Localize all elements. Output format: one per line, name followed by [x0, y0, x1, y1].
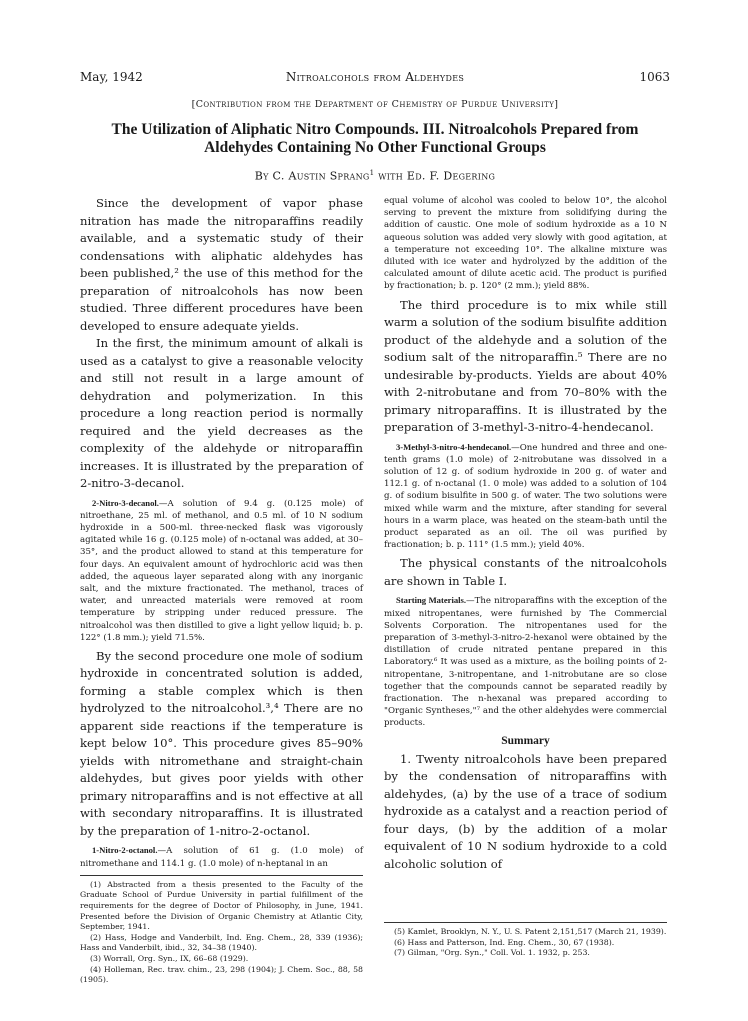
starting-materials [384, 594, 667, 729]
decanol-heading: 2-Nitro-3-decanol. [92, 497, 159, 508]
contribution-line: [Contribution from the Department of Chemistry of Purdue University] [191, 99, 559, 110]
footnote: (3) Worrall, Org. Syn., IX, 66–68 (1929). [90, 954, 249, 963]
starting-materials-text: —The nitroparaffins with the exception of the mixed nitropentanes, were furnished by The Commercial Solvents Corporation. The nitropentanes used for the preparation of 3-methyl-3-nitro-2-hexanol were obtained by the distillation of crude nitrated pentane prepared in this Laboratory.⁶ It was used as a mixture, as the boiling points of 2-nitropentane, 3-nitropentane, and 1-nitrobutane are so close together that the compounds cannot be separated readily by fractionation. The n-hexanal was prepared according to "Organic Syntheses,"⁷ and the other aldehydes were commercial products. [384, 596, 667, 729]
octanol-text: —A solution of 61 g. (1.0 mole) of nitromethane and 114.1 g. (1.0 mole) of n-heptanal in an [80, 846, 363, 869]
author-2: Ed. F. Degering [406, 169, 496, 183]
hendecanol-procedure [384, 441, 667, 552]
footnote: (5) Kamlet, Brooklyn, N. Y., U. S. Patent 2,151,517 (March 21, 1939). [394, 927, 667, 936]
footnote: (4) Holleman, Rec. trav. chim., 23, 298 (1904); J. Chem. Soc., 88, 58 (1905). [80, 964, 363, 985]
page-number: 1063 [639, 70, 670, 84]
footnote: (6) Hass and Patterson, Ind. Eng. Chem., 30, 67 (1938). [394, 937, 615, 947]
right-column [384, 195, 667, 873]
third-procedure-paragraph: The third procedure is to mix while still warm a solution of the sodium bisulfite addition product of the aldehyde and a solution of the sodium salt of the nitroparaffin.⁵ There are no undesirable by-products. Yields are about 40% with 2-nitrobutane and from 70–80% with the primary nitroparaffins. It is illustrated by the preparation of 3-methyl-3-nitro-4-hendecanol. [384, 297, 667, 435]
octanol-continuation: equal volume of alcohol was cooled to below 10°, the alcohol serving to prevent the mixture from solidifying during the addition of caustic. One mole of sodium hydroxide as a 10 N aqueous solution was added very slowly with good agitation, at a temperature not exceeding 10°. The alkaline mixture was diluted with ice water and hydrolyzed by the addition of the calculated amount of dilute acetic acid. The product is purified by fractionation; b. p. 120° (2 mm.); yield 88%. [384, 196, 667, 292]
hendecanol-heading: 3-Methyl-3-nitro-4-hendecanol. [396, 441, 512, 452]
summary-item-1: 1. Twenty nitroalcohols have been prepared by the condensation of nitroparaffins with aldehydes, (a) by the use of a trace of sodium hydroxide as a catalyst and a reaction period of four days, (b) by the addition of a molar equivalent of 10 N sodium hydroxide to a cold alcoholic solution of [384, 751, 667, 871]
article-title: The Utilization of Aliphatic Nitro Compounds. III. Nitroalcohols Prepared from Aldehydes Containing No Other Functional Groups [111, 121, 639, 156]
left-column [80, 195, 363, 986]
byline-prefix: By [254, 169, 269, 183]
second-procedure-paragraph: By the second procedure one mole of sodium hydroxide in concentrated solution is added, forming a stable complex which is then hydrolyzed to the nitroalcohol.³,⁴ There are no apparent side reactions if the temperature is kept below 10°. This procedure gives 85–90% yields with nitromethane and straight-chain aldehydes, but gives poor yields with other primary nitroparaffins and is not effective at all with secondary nitroparaffins. It is illustrated by the preparation of 1-nitro-2-octanol. [80, 648, 363, 838]
footnote-divider [80, 875, 363, 876]
hendecanol-text: —One hundred and three and one-tenth grams (1.0 mole) of 2-nitrobutane was dissolved in a solution of 12 g. of sodium hydroxide in 200 g. of water and 112.1 g. of n-octanal (1. 0 mole) was added to a solution of 104 g. of sodium bisulfite in 500 g. of water. The two solutions were mixed while warm and the mixture, after standing for several hours in a warm place, was heated on the steam-bath until the product separated as an oil. The oil was purified by fractionation; b. p. 111° (1.5 mm.); yield 40%. [384, 442, 667, 551]
footnote: (1) Abstracted from a thesis presented to the Faculty of the Graduate School of Purdue University in partial fulfillment of the requirements for the degree of Doctor of Philosophy, in June, 1941. Presented before the Division of Organic Chemistry at Atlantic City, September, 1941. [80, 879, 363, 932]
running-title: Nitroalcohols from Aldehydes [285, 70, 465, 84]
left-footnotes [80, 880, 363, 986]
footnote-divider [384, 922, 667, 923]
decanol-procedure [80, 497, 363, 644]
starting-materials-heading: Starting Materials. [396, 595, 467, 606]
author-1-footnote-mark: 1 [369, 169, 375, 177]
author-1: C. Austin Sprang [272, 169, 370, 183]
physical-constants-paragraph: The physical constants of the nitroalcohols are shown in Table I. [384, 556, 667, 588]
summary-heading: Summary [501, 734, 550, 747]
running-head [80, 70, 670, 86]
byline [80, 169, 670, 183]
first-procedure-paragraph: In the first, the minimum amount of alkali is used as a catalyst to give a reasonable velocity and still not result in a large amount of dehydration and polymerization. In this procedure a long reaction period is normally required and the yield decreases as the complexity of the aldehyde or nitroparaffin increases. It is illustrated by the preparation of 2-nitro-3-decanol. [80, 336, 363, 490]
decanol-text: —A solution of 9.4 g. (0.125 mole) of nitroethane, 25 ml. of methanol, and 0.5 ml. of 10 N sodium hydroxide in a 500-ml. three-necked flask was vigorously agitated while 16 g. (0.125 mole) of n-octanal was added, at 30–35°, and the product allowed to stand at this temperature for four days. An equivalent amount of hydrochloric acid was then added, the aqueous layer separated along with any inorganic salt, and the mixture fractionated. The methanol, traces of water, and unreacted materials were removed at room temperature by stripping under reduced pressure. The nitroalcohol was then distilled to give a light yellow liquid; b. p. 122° (1.8 mm.); yield 71.5%. [80, 498, 363, 643]
footnote: (7) Gilman, "Org. Syn.," Coll. Vol. 1. 1932, p. 253. [394, 948, 590, 958]
footnote: (2) Hass, Hodge and Vanderbilt, Ind. Eng. Chem., 28, 339 (1936); Hass and Vanderbilt, ibid., 32, 34–38 (1940). [80, 932, 363, 953]
octanol-procedure [80, 844, 363, 869]
right-footnotes [384, 922, 667, 959]
issue-date: May, 1942 [80, 70, 143, 84]
byline-with: with [378, 169, 404, 183]
intro-paragraph: Since the development of vapor phase nitration has made the nitroparaffins readily available, and a systematic study of their condensations with aliphatic aldehydes has been published,² the use of this method for the preparation of nitroalcohols has now been studied. Three different procedures have been developed to ensure adequate yields. [80, 196, 363, 333]
octanol-heading: 1-Nitro-2-octanol. [92, 845, 158, 856]
